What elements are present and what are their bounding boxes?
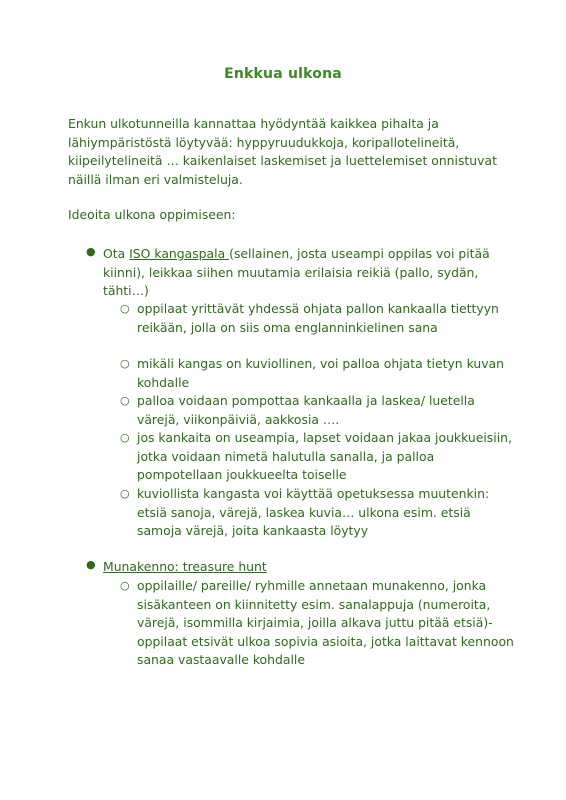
bullet-icon: ● [86, 245, 96, 258]
munakenno-link[interactable]: Munakenno: treasure hunt [103, 559, 267, 574]
sub-bullet-icon: ○ [120, 579, 130, 592]
kangaspala-link[interactable]: ISO kangaspala [129, 246, 230, 261]
sub-bullet-icon: ○ [120, 487, 130, 500]
sub-bullet-icon: ○ [120, 431, 130, 444]
sub-bullet-icon: ○ [120, 357, 130, 370]
document-title: Enkkua ulkona [224, 66, 342, 82]
sub-bullet-icon: ○ [120, 394, 130, 407]
sub-list-item-text: palloa voidaan pompottaa kankaalla ja laskea/ luetella värejä, viikonpäiviä, aakkosia …. [137, 393, 475, 427]
list-item-prefix: Ota [103, 246, 130, 261]
list-item-rest: (sellainen, josta useampi oppilas voi pitää kiinni), leikkaa siihen muutamia erilaisia reikiä (pallo, sydän, tähti…) [103, 246, 490, 298]
list-item-text [103, 558, 513, 577]
sub-list-item-text: oppilaille/ pareille/ ryhmille annetaan munakenno, jonka sisäkanteen on kiinnitetty esim. sanalappuja (numeroita, värejä, isommilla kirjaimia, joilla alkava juttu pitää etsiä)- oppilaat etsivät ulkoa sopivia asioita, jotka laittavat kennoon sanaa vastaavalle kohdalle [137, 578, 514, 667]
intro-paragraph: Enkun ulkotunneilla kannattaa hyödyntää kaikkea pihalta ja lähiympäristöstä löytyvää: hyppyruudukkoja, koripallotelineitä, kiipeilytelineitä … kaikenlaiset laskemiset ja luettelemiset onnistuvat näillä ilman eri valmisteluja. [68, 116, 497, 187]
list-item-text [103, 245, 513, 301]
ideas-heading: Ideoita ulkona oppimiseen: [68, 207, 236, 222]
sub-list-item-text: mikäli kangas on kuviollinen, voi palloa ohjata tietyn kuvan kohdalle [137, 356, 504, 390]
sub-bullet-icon: ○ [120, 302, 130, 315]
sub-list-item-text: kuviollista kangasta voi käyttää opetuksessa muutenkin: etsiä sanoja, värejä, laskea kuvia… ulkona esim. etsiä samoja värejä, joita kankaasta löytyy [137, 486, 490, 538]
sub-list-item-text: jos kankaita on useampia, lapset voidaan jakaa joukkueisiin, jotka voidaan nimetä halutulla sanalla, ja palloa pompotellaan joukkueelta toiselle [137, 430, 512, 482]
sub-list-item-text: oppilaat yrittävät yhdessä ohjata pallon kankaalla tiettyyn reikään, jolla on siis oma englanninkielinen sana [137, 301, 499, 335]
bullet-icon: ● [86, 558, 96, 571]
